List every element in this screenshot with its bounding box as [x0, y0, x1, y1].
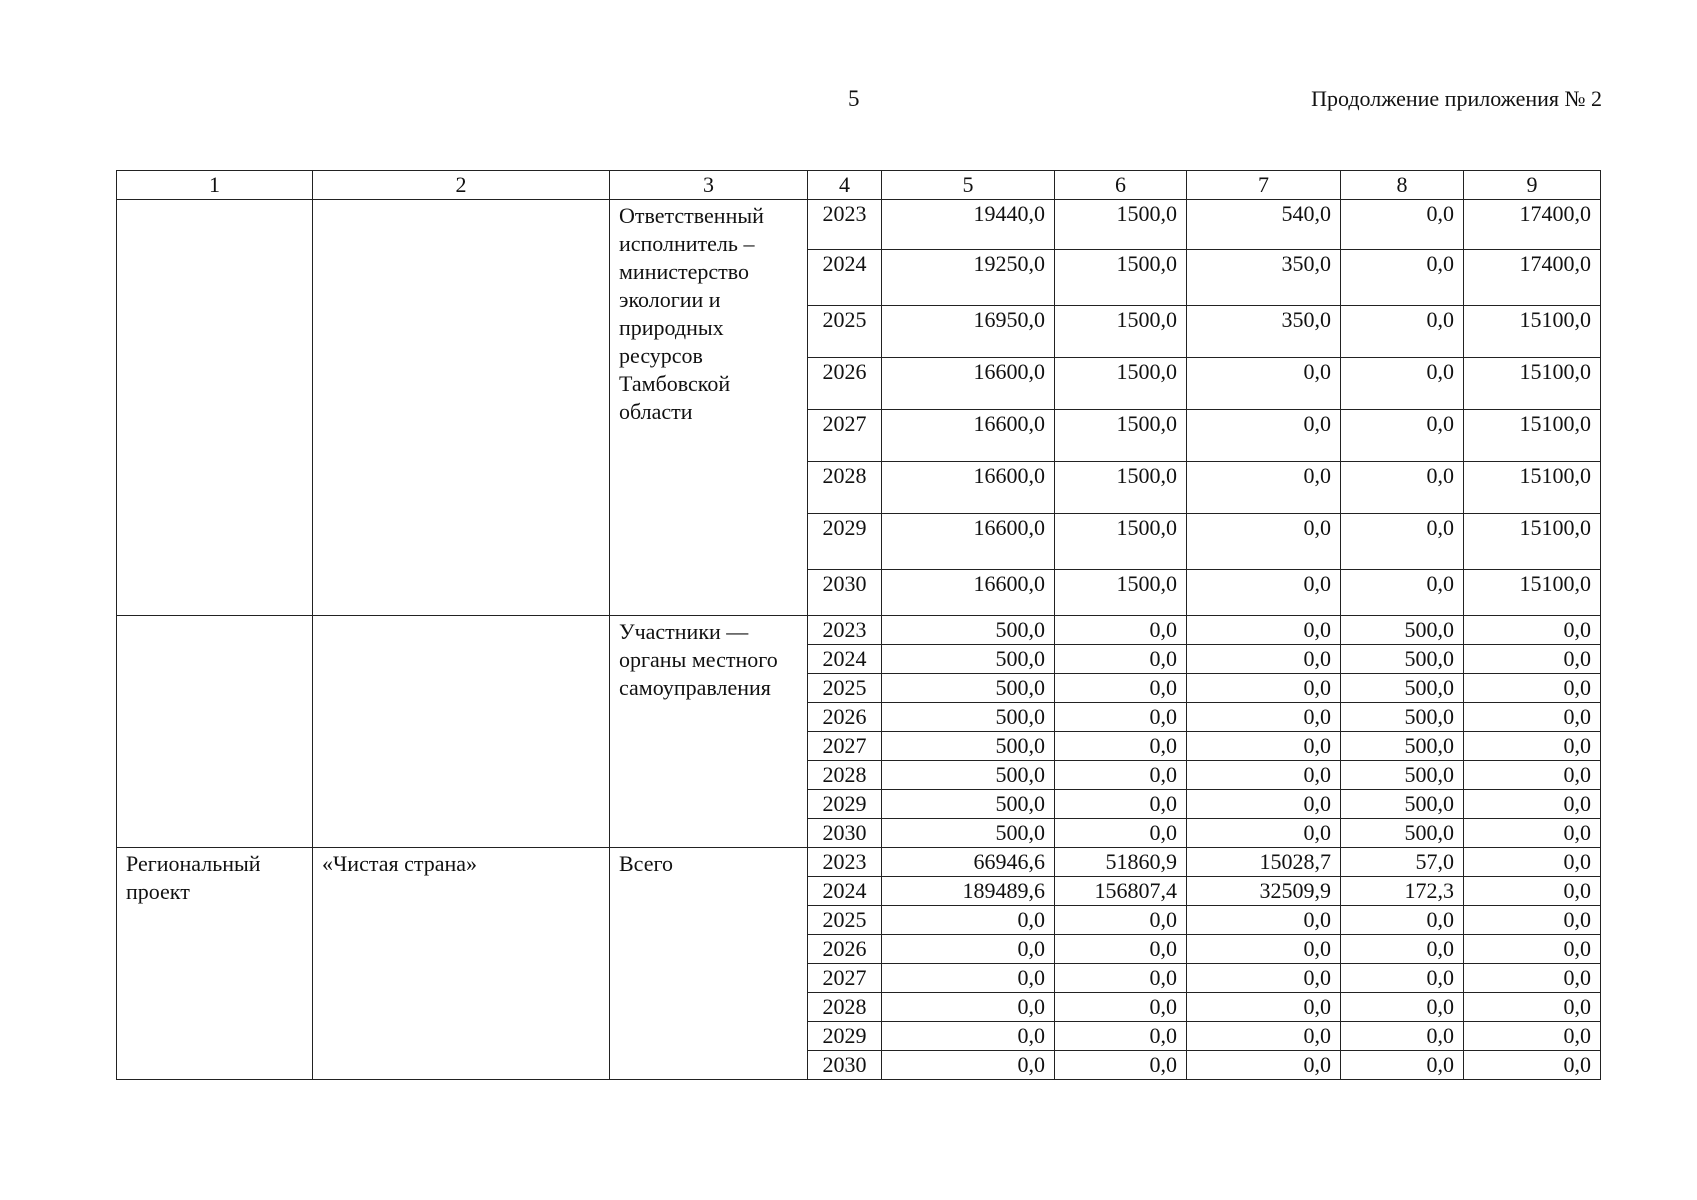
year-cell: 2024 [808, 645, 882, 674]
extrabudgetary-cell: 0,0 [1464, 877, 1601, 906]
extrabudgetary-cell: 0,0 [1464, 761, 1601, 790]
extrabudgetary-cell: 0,0 [1464, 732, 1601, 761]
column-header: 9 [1464, 171, 1601, 200]
year-cell: 2024 [808, 250, 882, 306]
total-cell: 19440,0 [882, 200, 1055, 250]
total-cell: 0,0 [882, 964, 1055, 993]
regional-budget-cell: 0,0 [1187, 570, 1341, 616]
extrabudgetary-cell: 0,0 [1464, 790, 1601, 819]
program-element-cell [117, 616, 313, 848]
regional-budget-cell: 0,0 [1187, 645, 1341, 674]
column-header: 8 [1341, 171, 1464, 200]
year-cell: 2027 [808, 732, 882, 761]
executor-cell: Всего [610, 848, 808, 1080]
year-cell: 2025 [808, 306, 882, 358]
local-budget-cell: 500,0 [1341, 645, 1464, 674]
column-header: 4 [808, 171, 882, 200]
extrabudgetary-cell: 15100,0 [1464, 514, 1601, 570]
extrabudgetary-cell: 0,0 [1464, 1051, 1601, 1080]
federal-budget-cell: 0,0 [1055, 819, 1187, 848]
total-cell: 500,0 [882, 790, 1055, 819]
program-element-cell [117, 200, 313, 616]
local-budget-cell: 0,0 [1341, 906, 1464, 935]
extrabudgetary-cell: 0,0 [1464, 906, 1601, 935]
regional-budget-cell: 0,0 [1187, 514, 1341, 570]
federal-budget-cell: 0,0 [1055, 1051, 1187, 1080]
total-cell: 500,0 [882, 616, 1055, 645]
name-cell: «Чистая страна» [313, 848, 610, 1080]
extrabudgetary-cell: 0,0 [1464, 935, 1601, 964]
local-budget-cell: 0,0 [1341, 250, 1464, 306]
federal-budget-cell: 0,0 [1055, 964, 1187, 993]
regional-budget-cell: 0,0 [1187, 732, 1341, 761]
total-cell: 500,0 [882, 645, 1055, 674]
year-cell: 2028 [808, 993, 882, 1022]
extrabudgetary-cell: 0,0 [1464, 964, 1601, 993]
total-cell: 0,0 [882, 1022, 1055, 1051]
federal-budget-cell: 156807,4 [1055, 877, 1187, 906]
table-row [117, 848, 1601, 877]
local-budget-cell: 0,0 [1341, 462, 1464, 514]
federal-budget-cell: 1500,0 [1055, 570, 1187, 616]
table-row [117, 200, 1601, 250]
year-cell: 2025 [808, 674, 882, 703]
year-cell: 2026 [808, 935, 882, 964]
local-budget-cell: 500,0 [1341, 819, 1464, 848]
executor-cell: Ответственный исполнитель – министерство экологии и природных ресурсов Тамбовской области [610, 200, 808, 616]
total-cell: 16600,0 [882, 358, 1055, 410]
federal-budget-cell: 0,0 [1055, 616, 1187, 645]
extrabudgetary-cell: 15100,0 [1464, 410, 1601, 462]
extrabudgetary-cell: 0,0 [1464, 674, 1601, 703]
regional-budget-cell: 0,0 [1187, 819, 1341, 848]
total-cell: 19250,0 [882, 250, 1055, 306]
column-header: 7 [1187, 171, 1341, 200]
total-cell: 16950,0 [882, 306, 1055, 358]
total-cell: 500,0 [882, 674, 1055, 703]
executor-cell: Участники — органы местного самоуправления [610, 616, 808, 848]
year-cell: 2030 [808, 819, 882, 848]
regional-budget-cell: 32509,9 [1187, 877, 1341, 906]
extrabudgetary-cell: 0,0 [1464, 848, 1601, 877]
column-header: 2 [313, 171, 610, 200]
total-cell: 0,0 [882, 993, 1055, 1022]
total-cell: 0,0 [882, 1051, 1055, 1080]
column-header: 5 [882, 171, 1055, 200]
name-cell [313, 616, 610, 848]
federal-budget-cell: 1500,0 [1055, 462, 1187, 514]
program-element-cell: Региональный проект [117, 848, 313, 1080]
regional-budget-cell: 0,0 [1187, 703, 1341, 732]
local-budget-cell: 0,0 [1341, 1051, 1464, 1080]
federal-budget-cell: 1500,0 [1055, 306, 1187, 358]
financing-table [116, 170, 1601, 1080]
regional-budget-cell: 0,0 [1187, 616, 1341, 645]
federal-budget-cell: 0,0 [1055, 761, 1187, 790]
year-cell: 2030 [808, 570, 882, 616]
federal-budget-cell: 1500,0 [1055, 410, 1187, 462]
local-budget-cell: 0,0 [1341, 935, 1464, 964]
table-body [117, 171, 1601, 1080]
table-row [117, 616, 1601, 645]
year-cell: 2025 [808, 906, 882, 935]
total-cell: 189489,6 [882, 877, 1055, 906]
year-cell: 2028 [808, 462, 882, 514]
regional-budget-cell: 0,0 [1187, 462, 1341, 514]
year-cell: 2030 [808, 1051, 882, 1080]
federal-budget-cell: 0,0 [1055, 790, 1187, 819]
federal-budget-cell: 0,0 [1055, 935, 1187, 964]
local-budget-cell: 0,0 [1341, 570, 1464, 616]
local-budget-cell: 0,0 [1341, 306, 1464, 358]
year-cell: 2029 [808, 790, 882, 819]
federal-budget-cell: 0,0 [1055, 732, 1187, 761]
name-cell [313, 200, 610, 616]
year-cell: 2029 [808, 514, 882, 570]
federal-budget-cell: 0,0 [1055, 674, 1187, 703]
total-cell: 500,0 [882, 761, 1055, 790]
extrabudgetary-cell: 15100,0 [1464, 306, 1601, 358]
local-budget-cell: 0,0 [1341, 993, 1464, 1022]
federal-budget-cell: 0,0 [1055, 906, 1187, 935]
total-cell: 500,0 [882, 703, 1055, 732]
federal-budget-cell: 0,0 [1055, 993, 1187, 1022]
regional-budget-cell: 540,0 [1187, 200, 1341, 250]
local-budget-cell: 172,3 [1341, 877, 1464, 906]
column-header: 1 [117, 171, 313, 200]
year-cell: 2028 [808, 761, 882, 790]
total-cell: 0,0 [882, 906, 1055, 935]
federal-budget-cell: 0,0 [1055, 703, 1187, 732]
year-cell: 2027 [808, 964, 882, 993]
extrabudgetary-cell: 15100,0 [1464, 358, 1601, 410]
total-cell: 16600,0 [882, 514, 1055, 570]
local-budget-cell: 0,0 [1341, 358, 1464, 410]
federal-budget-cell: 0,0 [1055, 645, 1187, 674]
extrabudgetary-cell: 0,0 [1464, 819, 1601, 848]
regional-budget-cell: 15028,7 [1187, 848, 1341, 877]
local-budget-cell: 500,0 [1341, 703, 1464, 732]
regional-budget-cell: 0,0 [1187, 1022, 1341, 1051]
local-budget-cell: 500,0 [1341, 761, 1464, 790]
column-header: 6 [1055, 171, 1187, 200]
federal-budget-cell: 51860,9 [1055, 848, 1187, 877]
extrabudgetary-cell: 15100,0 [1464, 570, 1601, 616]
regional-budget-cell: 0,0 [1187, 993, 1341, 1022]
year-cell: 2023 [808, 200, 882, 250]
year-cell: 2026 [808, 703, 882, 732]
regional-budget-cell: 0,0 [1187, 1051, 1341, 1080]
regional-budget-cell: 350,0 [1187, 306, 1341, 358]
regional-budget-cell: 350,0 [1187, 250, 1341, 306]
federal-budget-cell: 1500,0 [1055, 514, 1187, 570]
federal-budget-cell: 1500,0 [1055, 358, 1187, 410]
federal-budget-cell: 1500,0 [1055, 200, 1187, 250]
local-budget-cell: 0,0 [1341, 964, 1464, 993]
extrabudgetary-cell: 0,0 [1464, 993, 1601, 1022]
local-budget-cell: 500,0 [1341, 732, 1464, 761]
year-cell: 2023 [808, 848, 882, 877]
local-budget-cell: 500,0 [1341, 674, 1464, 703]
year-cell: 2029 [808, 1022, 882, 1051]
year-cell: 2024 [808, 877, 882, 906]
total-cell: 16600,0 [882, 410, 1055, 462]
local-budget-cell: 0,0 [1341, 410, 1464, 462]
year-cell: 2023 [808, 616, 882, 645]
extrabudgetary-cell: 17400,0 [1464, 200, 1601, 250]
extrabudgetary-cell: 0,0 [1464, 645, 1601, 674]
regional-budget-cell: 0,0 [1187, 935, 1341, 964]
total-cell: 16600,0 [882, 462, 1055, 514]
regional-budget-cell: 0,0 [1187, 790, 1341, 819]
extrabudgetary-cell: 15100,0 [1464, 462, 1601, 514]
page-number: 5 [848, 86, 860, 111]
extrabudgetary-cell: 0,0 [1464, 1022, 1601, 1051]
local-budget-cell: 57,0 [1341, 848, 1464, 877]
total-cell: 66946,6 [882, 848, 1055, 877]
total-cell: 16600,0 [882, 570, 1055, 616]
regional-budget-cell: 0,0 [1187, 761, 1341, 790]
extrabudgetary-cell: 17400,0 [1464, 250, 1601, 306]
extrabudgetary-cell: 0,0 [1464, 616, 1601, 645]
appendix-note: Продолжение приложения № 2 [1311, 86, 1602, 111]
total-cell: 0,0 [882, 935, 1055, 964]
total-cell: 500,0 [882, 819, 1055, 848]
regional-budget-cell: 0,0 [1187, 906, 1341, 935]
federal-budget-cell: 0,0 [1055, 1022, 1187, 1051]
extrabudgetary-cell: 0,0 [1464, 703, 1601, 732]
total-cell: 500,0 [882, 732, 1055, 761]
regional-budget-cell: 0,0 [1187, 674, 1341, 703]
regional-budget-cell: 0,0 [1187, 410, 1341, 462]
local-budget-cell: 0,0 [1341, 1022, 1464, 1051]
local-budget-cell: 500,0 [1341, 790, 1464, 819]
local-budget-cell: 0,0 [1341, 514, 1464, 570]
local-budget-cell: 500,0 [1341, 616, 1464, 645]
column-header: 3 [610, 171, 808, 200]
local-budget-cell: 0,0 [1341, 200, 1464, 250]
federal-budget-cell: 1500,0 [1055, 250, 1187, 306]
year-cell: 2026 [808, 358, 882, 410]
regional-budget-cell: 0,0 [1187, 964, 1341, 993]
header-row [117, 171, 1601, 200]
year-cell: 2027 [808, 410, 882, 462]
regional-budget-cell: 0,0 [1187, 358, 1341, 410]
